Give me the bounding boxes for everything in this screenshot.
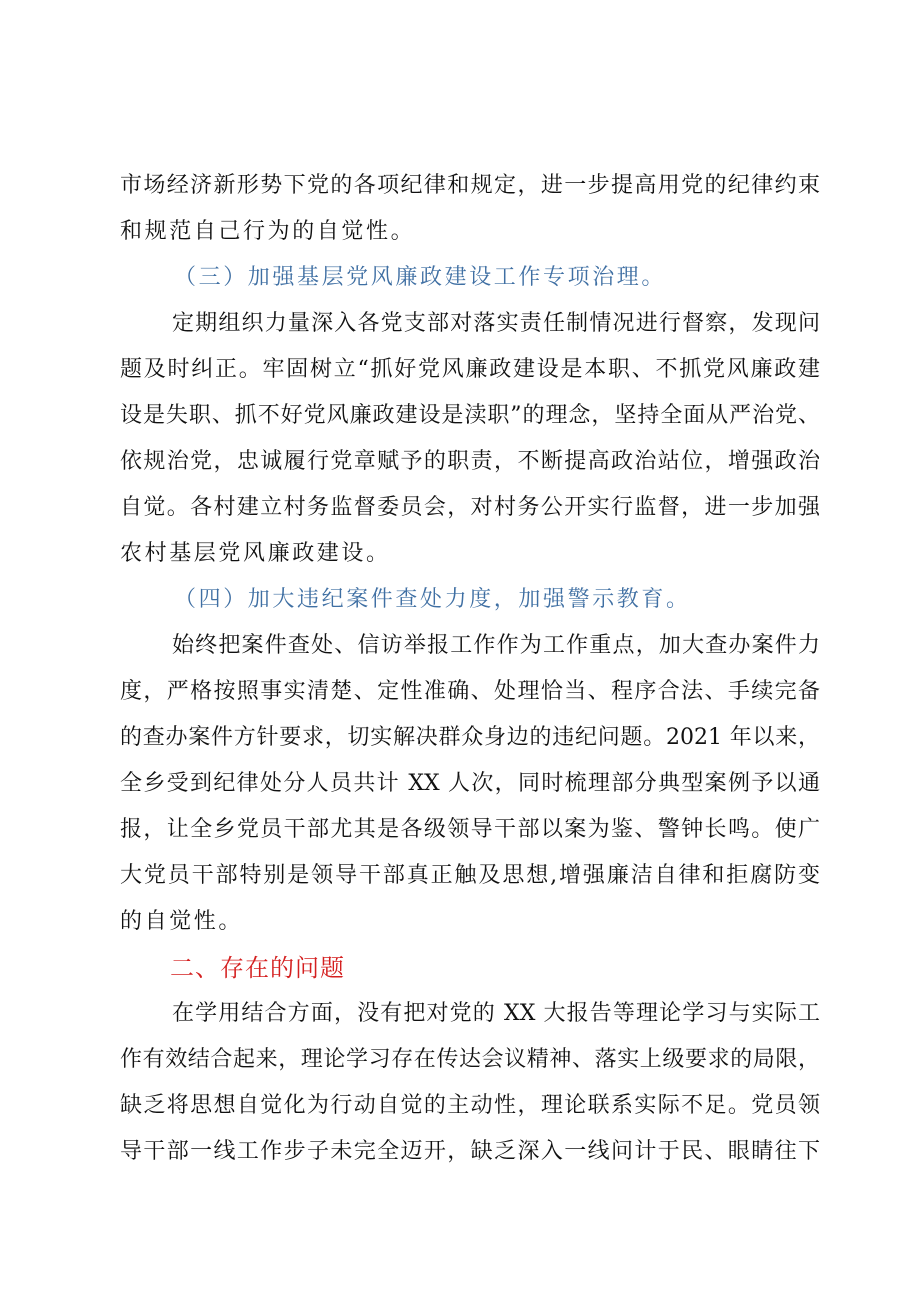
paragraph-line: 大党员干部特别是领导干部真正触及思想,增强廉洁自律和拒腐防变 — [120, 863, 820, 888]
paragraph-line: 报，让全乡党员干部尤其是各级领导干部以案为鉴、警钟长鸣。使广 — [120, 817, 820, 842]
paragraph-line: 的自觉性。 — [120, 909, 244, 934]
paragraph-line: 全乡受到纪律处分人员共计 XX 人次，同时梳理部分典型案例予以通 — [120, 771, 820, 796]
paragraph-line: 市场经济新形势下党的各项纪律和规定，进一步提高用党的纪律约束 — [120, 173, 820, 198]
paragraph-line: 的查办案件方针要求，切实解决群众身边的违纪问题。2021 年以来， — [120, 725, 820, 750]
paragraph-line: 农村基层党风廉政建设。 — [120, 541, 391, 566]
paragraph-line: 度，严格按照事实清楚、定性准确、处理恰当、程序合法、手续完备 — [120, 679, 820, 704]
paragraph-line: 题及时纠正。牢固树立“抓好党风廉政建设是本职、不抓党风廉政建 — [120, 357, 820, 382]
paragraph-line: 作有效结合起来，理论学习存在传达会议精神、落实上级要求的局限， — [120, 1047, 820, 1072]
section-title: 二、存在的问题 — [170, 954, 345, 982]
paragraph-line: 依规治党，忠诚履行党章赋予的职责，不断提高政治站位，增强政治 — [120, 449, 820, 474]
paragraph-line: 在学用结合方面，没有把对党的 XX 大报告等理论学习与实际工 — [172, 1001, 820, 1026]
paragraph-line: 自觉。各村建立村务监督委员会，对村务公开实行监督，进一步加强 — [120, 495, 820, 520]
subheading-3: （三）加强基层党风廉政建设工作专项治理。 — [174, 265, 667, 290]
paragraph-line: 和规范自己行为的自觉性。 — [120, 219, 416, 244]
paragraph-line: 设是失职、抓不好党风廉政建设是渎职”的理念，坚持全面从严治党、 — [120, 403, 820, 428]
paragraph-line: 缺乏将思想自觉化为行动自觉的主动性，理论联系实际不足。党员领 — [120, 1093, 820, 1118]
paragraph-line: 导干部一线工作步子未完全迈开，缺乏深入一线问计于民、眼睛往下 — [120, 1139, 820, 1164]
paragraph-line: 定期组织力量深入各党支部对落实责任制情况进行督察，发现问 — [172, 311, 820, 336]
subheading-4: （四）加大违纪案件查处力度，加强警示教育。 — [174, 587, 691, 612]
paragraph-line: 始终把案件查处、信访举报工作作为工作重点，加大查办案件力 — [172, 633, 820, 658]
